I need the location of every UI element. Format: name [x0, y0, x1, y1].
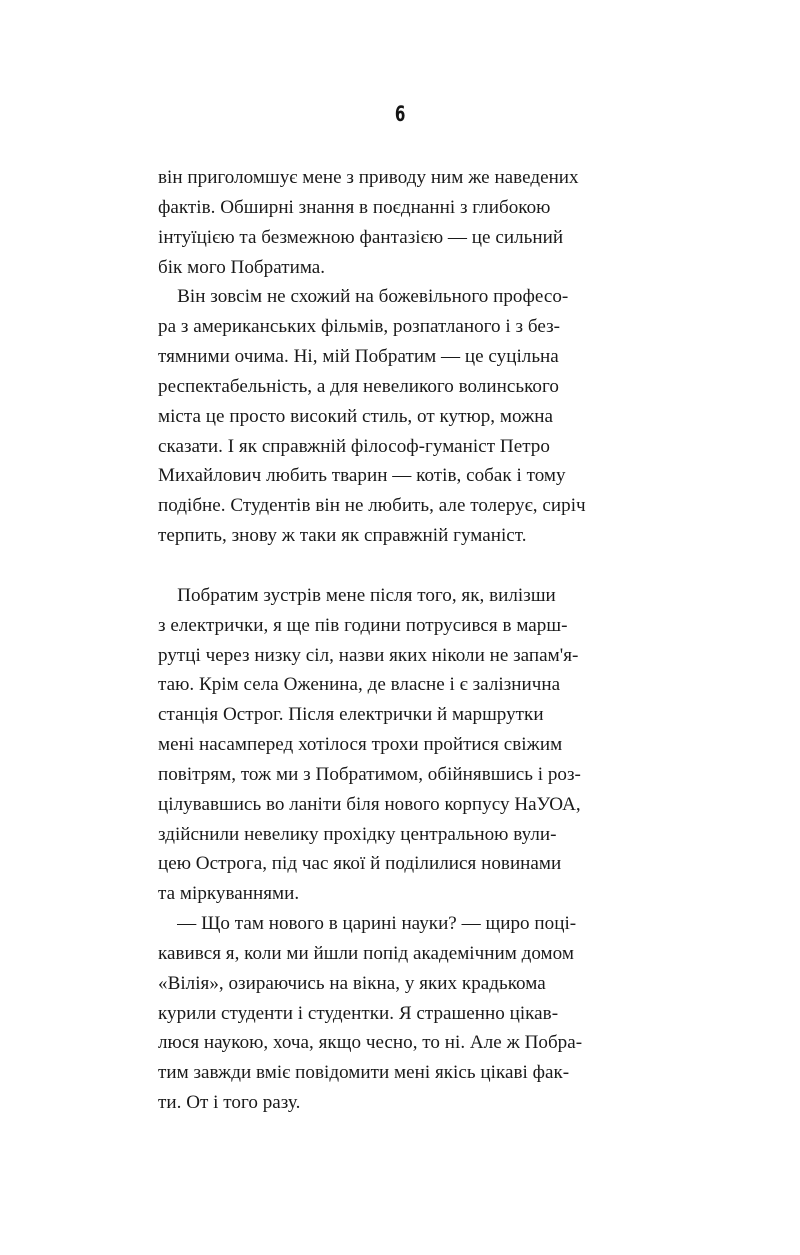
text-line: повітрям, тож ми з Побратимом, обійнявшись і роз-	[158, 763, 581, 785]
text-line: станція Острог. Після електрички й маршрутки	[158, 704, 544, 726]
text-line: тямними очима. Ні, мій Побратим — це суцільна	[158, 346, 559, 368]
text-line: сказати. І як справжній філософ-гуманіст Петро	[158, 435, 550, 457]
page-number: 6	[394, 102, 406, 126]
text-line: Він зовсім не схожий на божевільного професо-	[158, 286, 569, 308]
text-line: курили студенти і студентки. Я страшенно цікав-	[158, 1002, 559, 1024]
text-line: терпить, знову ж таки як справжній гуманіст.	[158, 525, 527, 547]
paragraph-4	[158, 909, 658, 1118]
text-line: таю. Крім села Оженина, де власне і є залізнична	[158, 674, 561, 696]
text-line: Михайлович любить тварин — котів, собак і тому	[158, 465, 566, 487]
text-line: подібне. Студентів він не любить, але толерує, сиріч	[158, 495, 586, 517]
paragraph-spacer	[158, 551, 658, 581]
text-line: «Вілія», озираючись на вікна, у яких крадькома	[158, 972, 546, 994]
text-line: цею Острога, під час якої й поділилися новинами	[158, 853, 562, 875]
text-line: ти. От і того разу.	[158, 1092, 301, 1114]
text-line: респектабельність, а для невеликого волинського	[158, 375, 559, 397]
text-line: мені насамперед хотілося трохи пройтися свіжим	[158, 734, 563, 756]
text-line: інтуїцією та безмежною фантазією — це сильний	[158, 226, 564, 248]
text-line: цілувавшись во ланіти біля нового корпусу НаУОА,	[158, 793, 581, 815]
text-line: здійснили невелику прохідку центральною вули-	[158, 823, 557, 845]
text-line: фактів. Обширні знання в поєднанні з глибокою	[158, 196, 551, 218]
text-line: Побратим зустрів мене після того, як, вилізши	[158, 584, 556, 606]
text-line: ра з американських фільмів, розпатланого і з без-	[158, 316, 561, 338]
text-line: він приголомшує мене з приводу ним же наведених	[158, 167, 579, 188]
page-text-block	[158, 163, 658, 1118]
text-line: кавився я, коли ми йшли попід академічним домом	[158, 942, 574, 964]
text-line: бік мого Побратима.	[158, 256, 326, 278]
paragraph-1	[158, 163, 658, 282]
text-line: рутці через низку сіл, назви яких ніколи не запам'я-	[158, 644, 579, 666]
text-line: та міркуваннями.	[158, 883, 300, 905]
text-line: — Що там нового в царині науки? — щиро поці-	[158, 913, 577, 935]
text-line: з електрички, я ще пів години потрусився в марш-	[158, 614, 568, 636]
paragraph-2	[158, 282, 658, 551]
paragraph-3	[158, 581, 658, 909]
text-line: міста це просто високий стиль, от кутюр, можна	[158, 405, 554, 427]
text-line: люся наукою, хоча, якщо чесно, то ні. Але ж Побра-	[158, 1032, 583, 1054]
text-line: тим завжди вміє повідомити мені якісь цікаві фак-	[158, 1062, 570, 1084]
